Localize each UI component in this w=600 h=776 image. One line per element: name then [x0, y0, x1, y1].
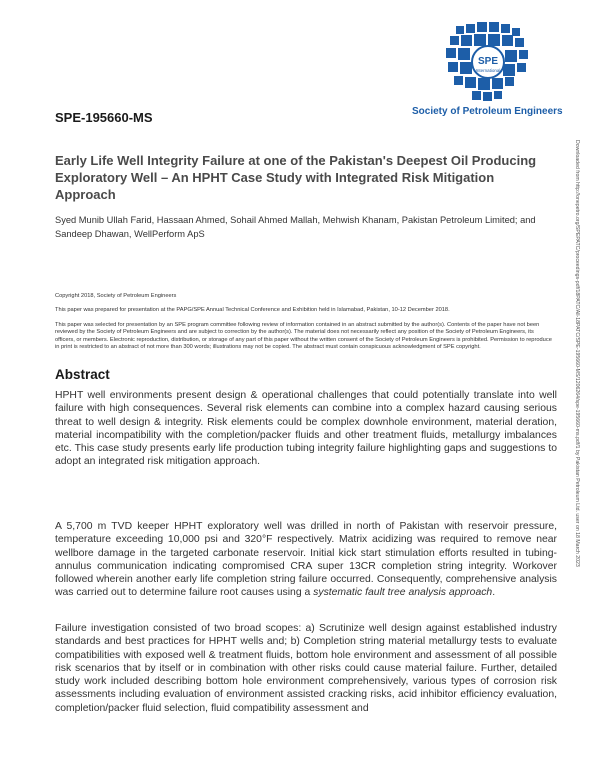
authors: Syed Munib Ullah Farid, Hassaan Ahmed, Sohail Ahmed Mallah, Mehwish Khanam, Pakistan Petroleum Limited; and Sandeep Dhawan, WellPerform ApS [55, 215, 536, 239]
abstract-paragraph-3: Failure investigation consisted of two broad scopes: a) Scrutinize well design against established industry standards and best practices for HPHT wells and; b) Completion string material metallurgy tests to evaluate compatibilities with exposed well & treatment fluids, bottom hole environment and assessment of all possible risk scenarios that by itself or in combination with other risks could cause material failure. Further, detailed study work included describing bottom hole environment comprehensively, various types of corrosion risk assessments including evaluation of environment assisted cracking risks, acid inhibitor efficiency evaluation, completion/packer fluid selection, fluid compatibility assessment and [55, 623, 557, 714]
spe-logo [412, 20, 562, 120]
spe-emblem-icon [436, 20, 536, 104]
selection-notice: This paper was selected for presentation by an SPE program committee following review of information contained in an abstract submitted by the author(s). Contents of the paper have not been reviewed by the Society of Petroleum Engineers and are subject to correction by the author(s). The material does not necessarily reflect any position of the Society of Petroleum Engineers, its officers, or members. Electronic reproduction, distribution, or storage of any part of this paper without the written consent of the Society of Petroleum Engineers is prohibited. Permission to reproduce in print is restricted to an abstract of not more than 300 words; illustrations may not be copied. The abstract must contain conspicuous acknowledgment of SPE copyright. [55, 322, 552, 351]
abstract-paragraph-1: HPHT well environments present design & operational challenges that could potentially translate into well failure with high consequences. Several risk elements can combine into a complex hazard causing serious threat to well design & integrity. Risk elements could be complex downhole environment, material deration, material incompatibility with the completion/packer fluids and other treatment fluids, metallurgy imbalances etc. This case study presents early life production tubing integrity failure highlighting gaps and suggestions to adopt an integrated risk mitigation approach. [55, 390, 557, 468]
paragraph-2-emphasis: systematic fault tree analysis approach [313, 587, 493, 599]
paper-title: Early Life Well Integrity Failure at one of the Pakistan's Deepest Oil Producing Exploratory Well – An HPHT Case Study with Integrated Risk Mitigation Approach [55, 153, 537, 202]
abstract-heading: Abstract [55, 367, 110, 382]
emblem-top-text: SPE [477, 56, 499, 67]
paragraph-2-text: A 5,700 m TVD keeper HPHT exploratory well was drilled in north of Pakistan with reservoir pressure, temperature exceeding 10,000 psi and 320°F respectively. Matrix acidizing was required to remove near wellbore damage in the targeted carbonate reservoir. Initial kick start stimulation efforts resulted in tubing-annulus communication indicating compromised CRA super 13CR completion string integrity. Workover followed wherein another early life completion string failure occurred. Consequently, comprehensive analysis was carried out to determine failure root causes using a [55, 521, 557, 599]
paragraph-2-end: . [492, 587, 496, 599]
spe-logo-text: Society of Petroleum Engineers [412, 106, 563, 117]
copyright-notice: Copyright 2018, Society of Petroleum Engineers [55, 293, 177, 299]
download-side-note: Downloaded from http://onepetro.org/SPEPATC/proceedings-pdf/18PATC/All-18PATC/SPE-195660-MS/1206264/spe-195660-ms.pdf/1 by Pakistan Petroleum Ltd. user on 18 March 2023 [574, 140, 580, 567]
emblem-bottom-text: International [475, 68, 501, 73]
abstract-paragraph-2 [55, 520, 557, 600]
presentation-notice: This paper was prepared for presentation at the PAPG/SPE Annual Technical Conference and Exhibition held in Islamabad, Pakistan, 10-12 December 2018. [55, 307, 450, 313]
paper-id: SPE-195660-MS [55, 110, 153, 125]
